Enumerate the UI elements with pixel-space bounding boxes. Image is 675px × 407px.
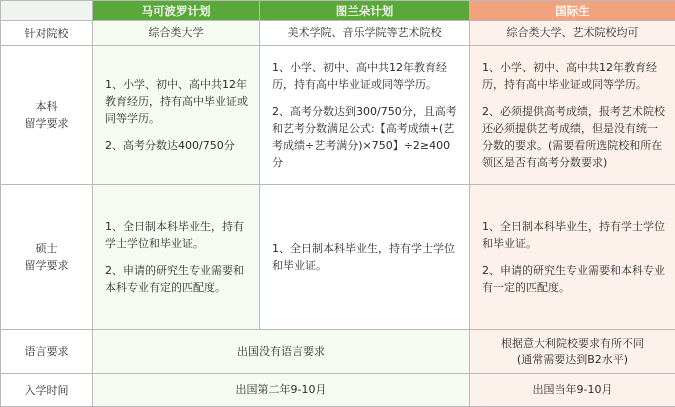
undergrad-international-p2: 2、必须提供高考成绩，报考艺术院校还必须提供艺考成绩，但是没有统一分数的要求。(需要看所选院校和所在领区是否有高考分数要求): [482, 103, 667, 171]
header-row: [1, 1, 675, 21]
undergrad-turandot-p2: 2、高考分数达到300/750分，且高考和艺考分数满足公式:【高考成绩+(艺考成绩÷艺考满分)×750】÷2≥400分: [272, 103, 461, 171]
undergrad-marco-polo-p1: 1、小学、初中、高中共12年教育经历，持有高中毕业证或同等学历。: [105, 76, 251, 127]
target-international: 综合类大学、艺术院校均可: [470, 21, 675, 46]
header-turandot: 图兰朵计划: [260, 1, 470, 21]
undergrad-turandot: [260, 46, 470, 185]
header-marco-polo: 马可波罗计划: [93, 1, 260, 21]
master-marco-polo-p2: 2、申请的研究生专业需要和本科专业有定的匹配度。: [105, 262, 251, 296]
row-undergrad: [1, 46, 675, 185]
label-undergrad-line2: 留学要求: [1, 115, 92, 132]
header-international: 国际生: [470, 1, 675, 21]
label-master: [1, 185, 93, 330]
master-international-p2: 2、申请的研究生专业需要和本科专业有一定的匹配度。: [482, 262, 667, 296]
language-international: [470, 330, 675, 374]
undergrad-turandot-p1: 1、小学、初中、高中共12年教育经历，持有高中毕业证或同等学历。: [272, 59, 461, 93]
label-language: 语言要求: [1, 330, 93, 374]
label-undergrad-line1: 本科: [1, 98, 92, 115]
row-target-schools: [1, 21, 675, 46]
master-turandot: [260, 185, 470, 330]
master-marco-polo-p1: 1、全日制本科毕业生，持有学士学位和毕业证。: [105, 218, 251, 252]
label-target-schools: 针对院校: [1, 21, 93, 46]
target-marco-polo: 综合类大学: [93, 21, 260, 46]
language-international-line2: (通常需要达到B2水平): [470, 352, 675, 368]
target-turandot: 美术学院、音乐学院等艺术院校: [260, 21, 470, 46]
enrollment-merged: 出国第二年9-10月: [93, 374, 470, 407]
master-international-p1: 1、全日制本科毕业生，持有学士学位和毕业证。: [482, 218, 667, 252]
master-international: [470, 185, 675, 330]
language-international-line1: 根据意大利院校要求有所不同: [470, 336, 675, 352]
language-merged: 出国没有语言要求: [93, 330, 470, 374]
undergrad-marco-polo: [93, 46, 260, 185]
label-master-line2: 留学要求: [1, 257, 92, 274]
label-master-line1: 硕士: [1, 240, 92, 257]
undergrad-international-p1: 1、小学、初中、高中共12年教育经历，持有高中毕业证或同等学历。: [482, 59, 667, 93]
undergrad-international: [470, 46, 675, 185]
master-turandot-p1: 1、全日制本科毕业生，持有学士学位和毕业证。: [272, 240, 461, 274]
row-enrollment: [1, 374, 675, 407]
label-undergrad: [1, 46, 93, 185]
undergrad-marco-polo-p2: 2、高考分数达400/750分: [105, 137, 251, 154]
row-master: [1, 185, 675, 330]
header-corner: [1, 1, 93, 21]
enrollment-international: 出国当年9-10月: [470, 374, 675, 407]
row-language: [1, 330, 675, 374]
master-marco-polo: [93, 185, 260, 330]
label-enrollment: 入学时间: [1, 374, 93, 407]
